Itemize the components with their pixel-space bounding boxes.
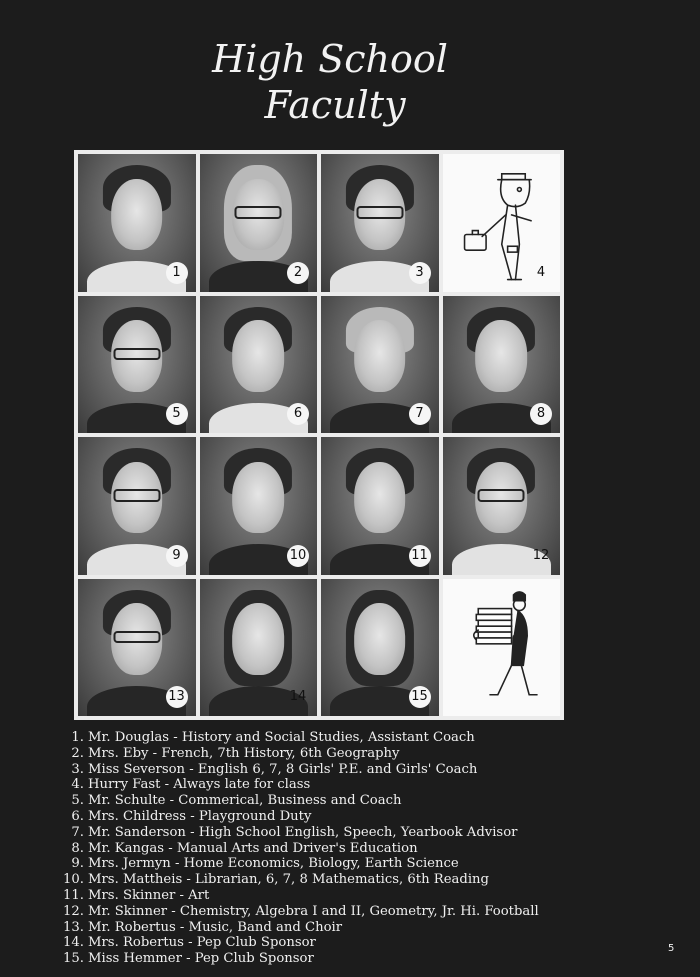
list-item: 4. Hurry Fast - Always late for class [71,777,311,793]
faculty-photo [443,296,561,434]
photo-number: 5 [166,403,188,425]
faculty-photo [78,437,196,575]
photo-number: 2 [287,262,309,284]
list-item: 2. Mrs. Eby - French, 7th History, 6th Geography [71,745,400,761]
photo-number: 1 [166,262,188,284]
list-item: 8. Mr. Kangas - Manual Arts and Driver's Education [71,840,418,856]
photo-number: 11 [409,545,431,567]
faculty-photo [321,296,439,434]
photo-number: 10 [287,545,309,567]
photo-number: 6 [287,403,309,425]
faculty-photo [321,579,439,717]
list-item: 5. Mr. Schulte - Commerical, Business and Coach [71,793,402,809]
list-item: 1. Mr. Douglas - History and Social Studies, Assistant Coach [71,730,475,745]
title-line-1: High School [212,37,448,81]
faculty-photo [200,154,318,292]
photo-number: 7 [409,403,431,425]
faculty-photo [321,154,439,292]
list-item: 12. Mr. Skinner - Chemistry, Algebra I and II, Geometry, Jr. Hi. Football [63,903,539,919]
list-item: 6. Mrs. Childress - Playground Duty [71,808,312,824]
photo-number: 4 [536,264,546,280]
list-item: 13. Mr. Robertus - Music, Band and Choir [63,919,343,935]
photo-number: 14 [289,689,307,704]
faculty-photo [443,437,561,575]
faculty-photo [200,437,318,575]
faculty-photo [78,154,196,292]
photo-number: 8 [530,403,552,425]
cartoon-late-student [443,154,561,292]
faculty-photo [78,579,196,717]
faculty-photo [200,296,318,434]
list-item: 14. Mrs. Robertus - Pep Club Sponsor [63,935,316,951]
photo-number: 12 [532,547,550,563]
photo-number: 15 [409,686,431,708]
faculty-photo-grid [74,150,564,720]
page-number: 5 [668,943,675,954]
faculty-photo [321,437,439,575]
faculty-photo [78,296,196,434]
list-item: 7. Mr. Sanderson - High School English, Speech, Yearbook Advisor [71,824,518,840]
list-item: 9. Mrs. Jermyn - Home Economics, Biology, Earth Science [71,856,459,872]
page-title [0,36,660,128]
list-item: 15. Miss Hemmer - Pep Club Sponsor [63,951,314,967]
photo-number: 9 [166,545,188,567]
faculty-caption-list [60,730,539,967]
photo-number: 3 [409,262,431,284]
student-carrying-books-cartoon-icon [443,579,561,717]
cartoon-student-with-books [443,579,561,717]
title-line-2: Faculty [264,83,406,127]
list-item: 10. Mrs. Mattheis - Librarian, 6, 7, 8 Mathematics, 6th Reading [63,872,489,888]
list-item: 11. Mrs. Skinner - Art [63,887,210,903]
photo-number: 13 [166,686,188,708]
list-item: 3. Miss Severson - English 6, 7, 8 Girls' P.E. and Girls' Coach [71,761,478,777]
faculty-photo [200,579,318,717]
